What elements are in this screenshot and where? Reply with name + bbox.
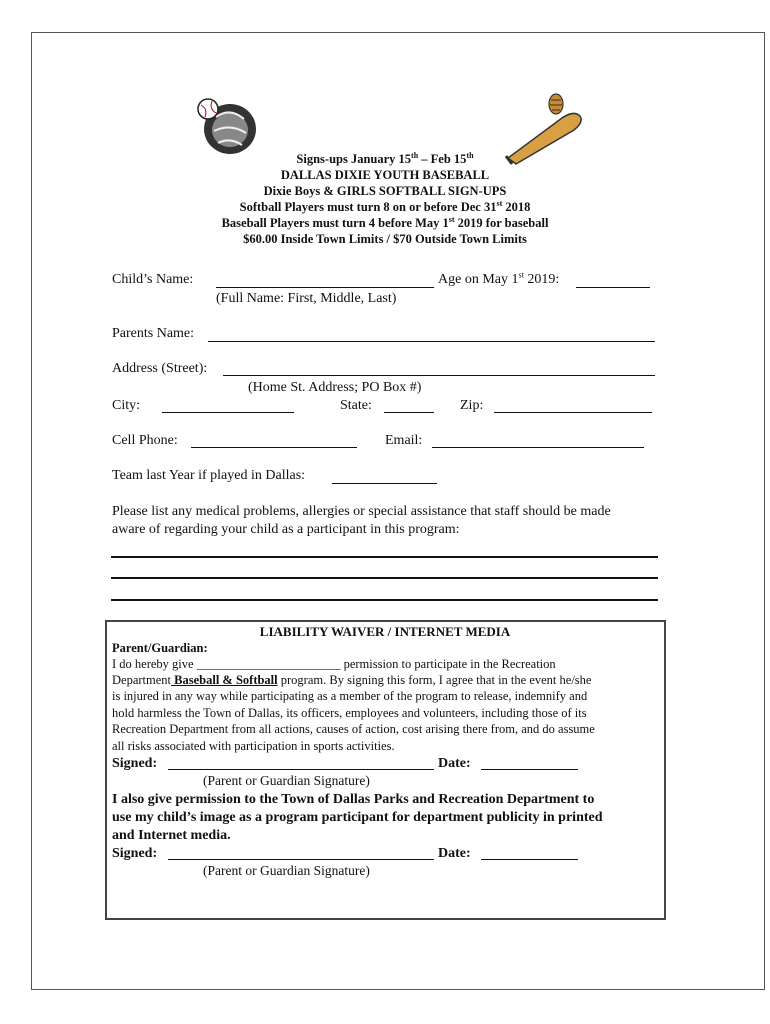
header-softball-age: Softball Players must turn 8 on or before Dec 31st 2018 [239,198,531,214]
address-hint: (Home St. Address; PO Box #) [248,380,422,395]
signature-hint-2: (Parent or Guardian Signature) [203,863,370,878]
signed-label-2: Signed: [112,846,158,861]
baseball-mitt-icon [192,97,260,159]
address-label: Address (Street): [112,361,208,376]
media-permission-line2: use my child’s image as a program participant for department publicity in printed [112,810,603,825]
waiver-text-5: Recreation Department from all actions, causes of action, cost arising there from, and do assume [112,722,595,736]
child-name-label: Child’s Name: [112,272,194,287]
signature-field-2[interactable] [168,859,434,860]
guardian-label: Parent/Guardian: [112,641,208,655]
date-field-2[interactable] [481,859,578,860]
state-label: State: [340,398,372,413]
waiver-title: LIABILITY WAIVER / INTERNET MEDIA [259,624,511,639]
header-fees: $60.00 Inside Town Limits / $70 Outside Town Limits [243,232,527,246]
age-label: Age on May 1st 2019: [438,270,560,287]
city-label: City: [112,398,141,413]
waiver-text-6: all risks associated with participation in sports activities. [112,739,395,753]
state-field[interactable] [384,412,434,413]
waiver-text-2: Department Baseball & Softball program. By signing this form, I agree that in the event he/she [112,673,592,687]
media-permission-line1: I also give permission to the Town of Dallas Parks and Recreation Department to [112,792,595,807]
zip-label: Zip: [460,398,484,413]
address-field[interactable] [223,375,655,376]
signature-field[interactable] [168,769,434,770]
cell-phone-label: Cell Phone: [112,433,178,448]
header-signup-dates: Signs-ups January 15th – Feb 15th [296,150,474,166]
medical-line-3[interactable] [111,599,658,601]
waiver-text-4: hold harmless the Town of Dallas, its officers, employees and volunteers, including those of its [112,706,587,720]
email-field[interactable] [432,447,644,448]
signed-label: Signed: [112,756,158,771]
medical-prompt-line2: aware of regarding your child as a participant in this program: [112,522,460,537]
zip-field[interactable] [494,412,652,413]
team-last-year-label: Team last Year if played in Dallas: [112,468,306,483]
team-last-year-field[interactable] [332,483,437,484]
parents-name-field[interactable] [208,341,655,342]
media-permission-line3: and Internet media. [112,828,231,843]
child-name-field[interactable] [216,287,434,288]
waiver-text-1: I do hereby give _______________________ permission to participate in the Recreation [112,657,556,671]
medical-prompt-line1: Please list any medical problems, allergies or special assistance that staff should be made [112,504,611,519]
header-league-name: DALLAS DIXIE YOUTH BASEBALL [280,168,490,182]
medical-line-1[interactable] [111,556,658,558]
medical-line-2[interactable] [111,577,658,579]
parents-name-label: Parents Name: [112,326,195,341]
date-label-2: Date: [438,846,471,861]
date-field[interactable] [481,769,578,770]
cell-phone-field[interactable] [191,447,357,448]
signature-hint: (Parent or Guardian Signature) [203,773,370,788]
header-softball-signups: Dixie Boys & GIRLS SOFTBALL SIGN-UPS [263,184,507,198]
age-field[interactable] [576,287,650,288]
header-baseball-age: Baseball Players must turn 4 before May 1st 2019 for baseball [221,214,549,230]
date-label: Date: [438,756,471,771]
waiver-text-3: is injured in any way while participating as a member of the program to release, indemnify and [112,689,588,703]
email-label: Email: [385,433,423,448]
full-name-hint: (Full Name: First, Middle, Last) [216,291,397,306]
city-field[interactable] [162,412,294,413]
